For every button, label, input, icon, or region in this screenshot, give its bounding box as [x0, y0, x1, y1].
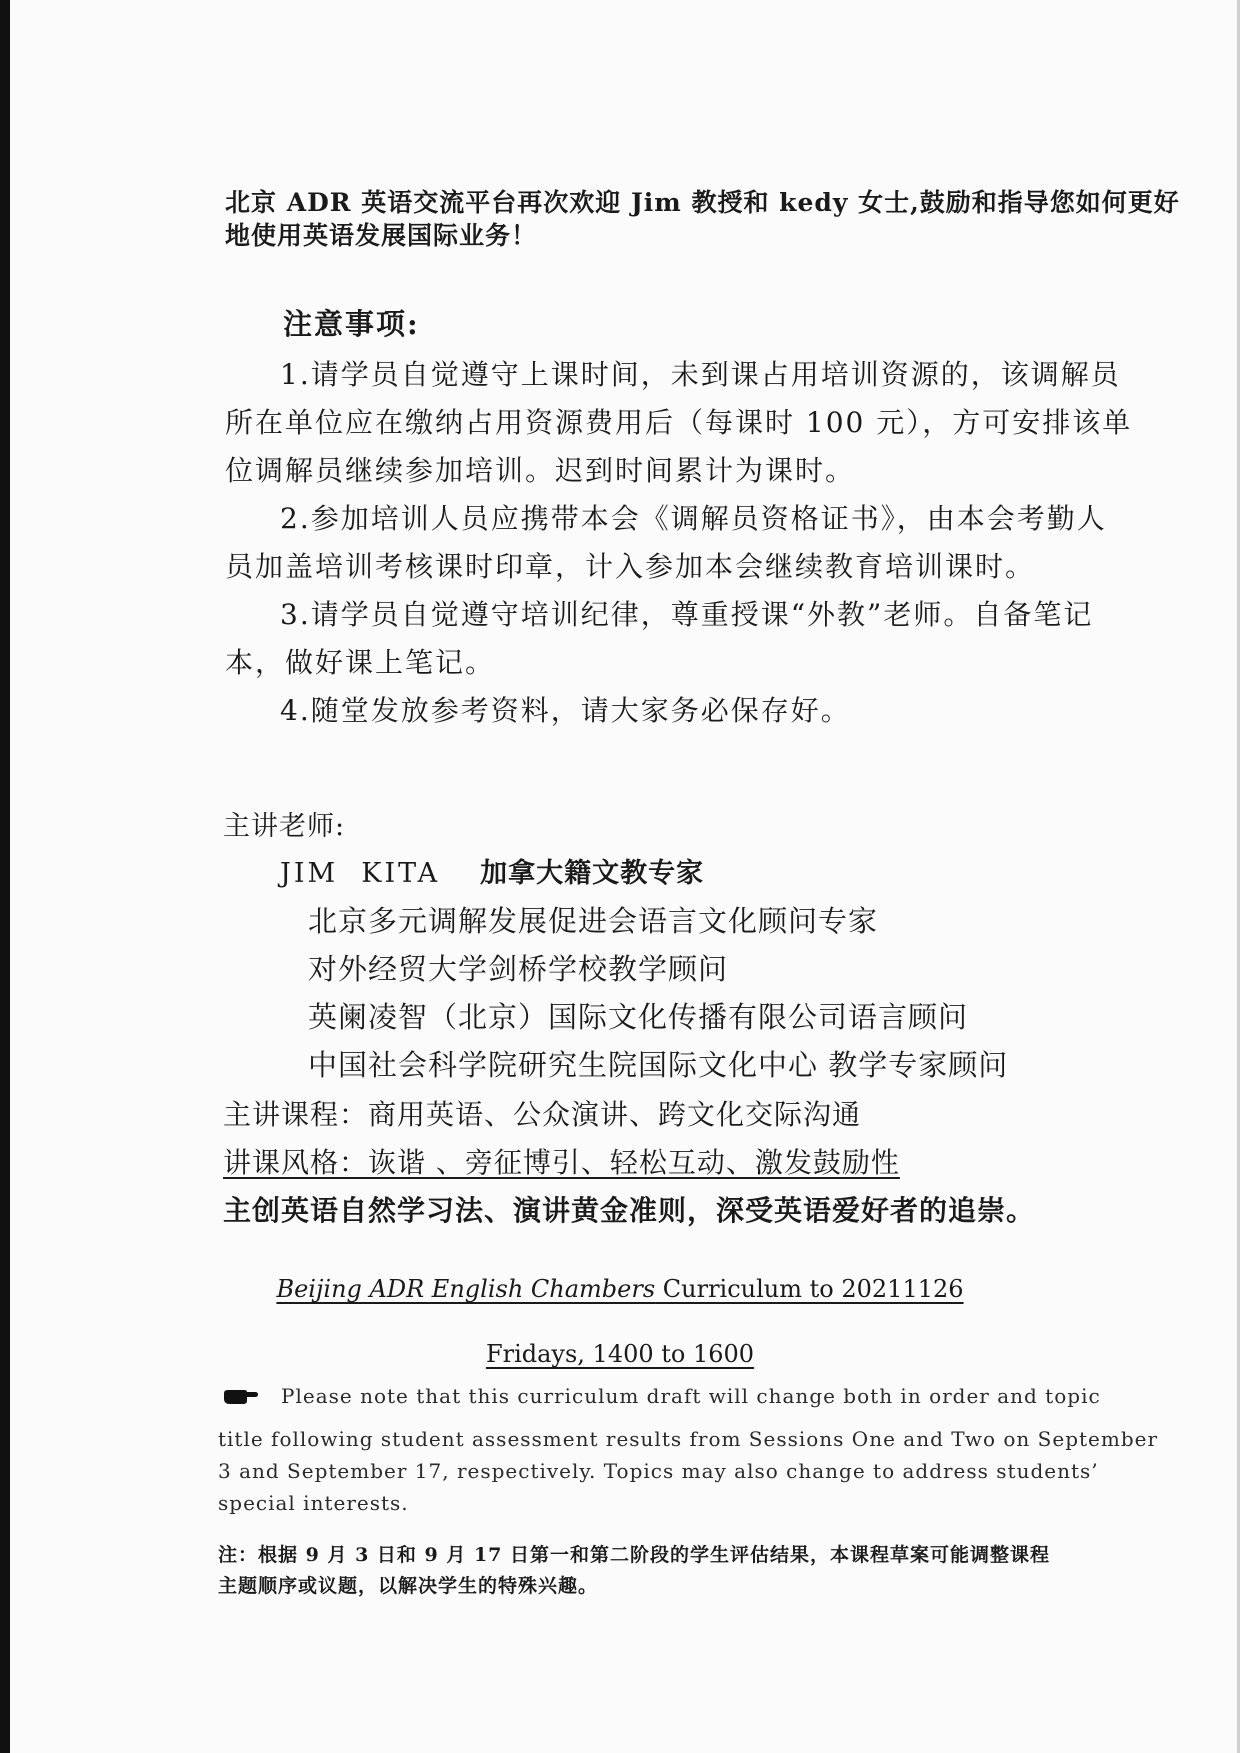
- lecturer-role: 北京多元调解发展促进会语言文化顾问专家: [308, 904, 879, 938]
- notice-heading: 注意事项:: [283, 307, 420, 341]
- curriculum-title-italic: Beijing ADR English Chambers: [276, 1275, 656, 1303]
- pointing-hand-icon: [222, 1387, 258, 1407]
- notice-line: 3.请学员自觉遵守培训纪律，尊重授课“外教”老师。自备笔记: [280, 598, 1094, 631]
- intro-line-1: 北京 ADR 英语交流平台再次欢迎 Jim 教授和 kedy 女士,鼓励和指导您如何更好: [225, 188, 1180, 217]
- lecturer-role: 对外经贸大学剑桥学校教学顾问: [308, 952, 729, 986]
- lecturer-method: 主创英语自然学习法、演讲黄金准则，深受英语爱好者的追崇。: [223, 1194, 1036, 1227]
- notice-line: 1.请学员自觉遵守上课时间，未到课占用培训资源的，该调解员: [280, 358, 1121, 391]
- curriculum-note-en: 3 and September 17, respectively. Topics may also change to address students’: [218, 1459, 1099, 1483]
- lecturer-name-line: [280, 851, 704, 890]
- curriculum-note-cn: 注：根据 9 月 3 日和 9 月 17 日第一和第二阶段的学生评估结果，本课程草案可能调整课程: [218, 1544, 1051, 1566]
- notice-line: 2.参加培训人员应携带本会《调解员资格证书》，由本会考勤人: [280, 502, 1107, 535]
- curriculum-note-cn: 主题顺序或议题，以解决学生的特殊兴趣。: [218, 1575, 599, 1597]
- notice-line: 本，做好课上笔记。: [225, 646, 496, 679]
- notice-line: 员加盖培训考核课时印章，计入参加本会继续教育培训课时。: [225, 550, 1036, 583]
- curriculum-note-en: special interests.: [218, 1491, 409, 1515]
- curriculum-title-rest: Curriculum to 20211126: [655, 1275, 964, 1303]
- lecturer-name: JIM KITA: [280, 858, 441, 889]
- lecturer-title: 加拿大籍文教专家: [480, 858, 705, 889]
- lecturer-courses: 主讲课程：商用英语、公众演讲、跨文化交际沟通: [223, 1098, 862, 1131]
- notice-line: 所在单位应在缴纳占用资源费用后（每课时 100 元），方可安排该单: [225, 406, 1133, 439]
- curriculum-time: Fridays, 1400 to 1600: [485, 1340, 755, 1368]
- curriculum-note-en: title following student assessment results from Sessions One and Two on September: [218, 1427, 1159, 1451]
- lecturer-style: 讲课风格：诙谐 、旁征博引、轻松互动、激发鼓励性: [223, 1146, 900, 1179]
- notice-line: 位调解员继续参加培训。迟到时间累计为课时。: [225, 454, 856, 487]
- curriculum-note-en: Please note that this curriculum draft will change both in order and topic: [281, 1384, 1101, 1408]
- curriculum-title: [0, 1275, 1240, 1303]
- lecturer-role: 中国社会科学院研究生院国际文化中心 教学专家顾问: [308, 1048, 1009, 1082]
- lecturer-heading: 主讲老师:: [223, 811, 346, 842]
- scan-edge-left: [0, 0, 10, 1753]
- intro-line-2: 地使用英语发展国际业务！: [225, 221, 538, 250]
- notice-line: 4.随堂发放参考资料，请大家务必保存好。: [280, 694, 851, 727]
- lecturer-role: 英阑凌智（北京）国际文化传播有限公司语言顾问: [308, 1000, 969, 1034]
